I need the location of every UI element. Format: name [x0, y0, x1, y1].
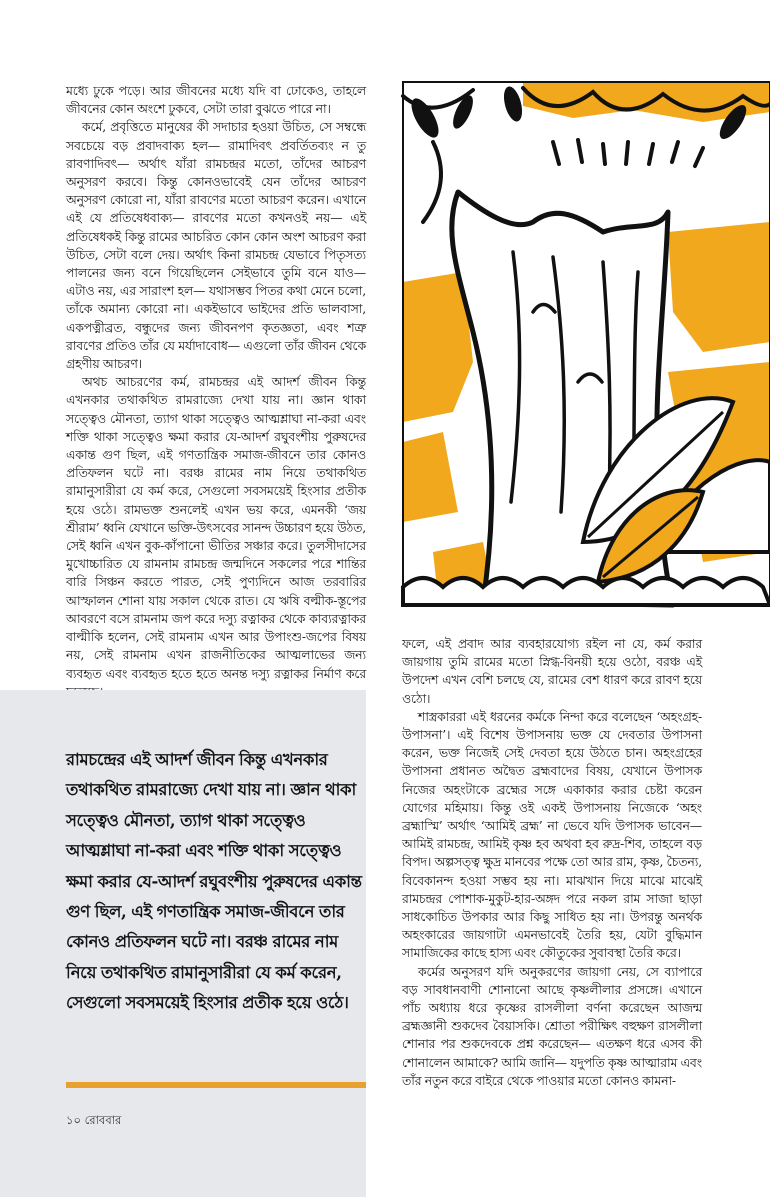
tree-illustration: [403, 82, 770, 605]
article-right-column: [402, 635, 702, 1088]
paragraph: শাস্ত্রকাররা এই ধরনের কর্মকে নিন্দা করে বলেছেন ‘অহংগ্রহ-উপাসনা’। এই বিশেষ উপাসনায় ভক্ত যে দেবতার উপাসনা করেন, ভক্ত নিজেই সেই দেবতা হয়ে উঠতে চান। অহংগ্রহের উপাসনা প্রধানত অদ্বৈত ব্রহ্মবাদের বিষয়, যেখানে উপাসক নিজের অহংটাকে ব্রহ্মের সঙ্গে একাকার করার চেষ্টা করেন যোগের মহিমায়। কিন্তু ওই একই উপাসনায় নিজেকে ‘অহং ব্রহ্মাস্মি’ অর্থাৎ ‘আমিই ব্রহ্ম’ না ভেবে যদি উপাসক ভাবেন— আমিই রামচন্দ্র, আমিই কৃষ্ণ হব অথবা হব রুদ্র-শিব, তাহলে বড় বিপদ। অল্পসত্ত্ব ক্ষুদ্র মানবের পক্ষে তো আর রাম, কৃষ্ণ, চৈতন্য, বিবেকানন্দ হওয়া সম্ভব হয় না। মাঝখান দিয়ে মাঝে মাঝেই রামচন্দ্রর পোশাক-মুকুট-হার-অঙ্গদ পরে নকল রাম সাজা ছাড়া সাধকোচিত উপকার আর কিছু সাধিত হয় না। উপরন্তু অনর্থক অহংকারের জায়গাটা এমনভাবেই তৈরি হয়, যেটা বুদ্ধিমান সামাজিকের কাছে হাস্য এবং কৌতুকের সুবাবস্থা তৈরি করে।: [402, 708, 702, 961]
paragraph: কর্মে, প্রবৃত্তিতে মানুষের কী সদাচার হওয়া উচিত, সে সম্বন্ধে সবচেয়ে বড় প্রবাদবাক্য হল— রামাদিবৎ প্রবর্তিতব্যং ন তু রাবণাদিবৎ— অর্থাৎ যাঁরা রামচন্দ্রর মতো, তাঁদের আচরণ অনুসরণ করবে। কিন্তু কোনওভাবেই যেন তাঁদের আচরণ অনুসরণ কোরো না, যাঁরা রাবণের মতো আচরণ করেন। এখানে এই যে প্রতিষেধবাক্য— রাবণের মতো কখনওই নয়— এই প্রতিষেধকই কিন্তু রামের আচরিত কোন কোন অংশ আচরণ করা উচিত, সেটা বলে দেয়। অর্থাৎ কিনা রামচন্দ্র যেভাবে পিতৃসত্য পালনের জন্য বনে গিয়েছিলেন সেইভাবে তুমি বনে যাও— এটাও নয়, এর সারাংশ হল— যথাসম্ভব পিতর কথা মেনে চলো, তাঁকে অমান্য কোরো না। একইভাবে ভাইদের প্রতি ভালবাসা, একপত্নীব্রত, বন্ধুদের জন্য জীবনপণ কৃতজ্ঞতা, এবং শত্রু রাবণের প্রতিও তাঁর যে মর্যাদাবোধ— এগুলো তাঁর জীবন থেকে গ্রহণীয় আচরণ।: [66, 119, 366, 372]
paragraph: অথচ আচরণের কর্ম, রামচন্দ্রর এই আদর্শ জীবন কিন্তু এখনকার তথাকথিত রামরাজ্যে দেখা যায় না। জ্ঞান থাকা সত্ত্বেও মৌনতা, ত্যাগ থাকা সত্ত্বেও আত্মশ্লাঘা না-করা এবং শক্তি থাকা সত্ত্বেও ক্ষমা করার যে-আদর্শ রঘুবংশীয় পুরুষদের একান্ত গুণ ছিল, এই গণতান্ত্রিক সমাজ-জীবনে তার কোনও প্রতিফলন ঘটে না। বরঞ্চ রামের নাম নিয়ে তথাকথিত রামানুসারীরা যে কর্ম করে, সেগুলো সবসময়েই হিংসার প্রতীক হয়ে ওঠে। রামভক্ত শুনলেই এখন ভয় করে, এমনকী ‘জয় শ্রীরাম’ ধ্বনি যেখানে ভক্তি-উৎসবের সানন্দ উচ্চারণ হয়ে উঠত, সেই ধ্বনি এখন বুক-কাঁপানো ভীতির সঞ্চার করে। তুলসীদাসের মুখোচ্চারিত যে রামনাম রামচন্দ্র জন্মদিনে সকলের পরে শান্তির বারি সিঞ্চন করতে পারত, সেই পুণ্যদিনে আজ তরবারির আস্ফালন শোনা যায় সকাল থেকে রাত। যে ঋষি বল্মীক-স্তূপের আবরণে বসে রামনাম জপ করে দস্যু রত্নাকর থেকে কাব্যরত্নাকর বাল্মীকি হলেন, সেই রামনাম এখন আর উপাংশু-জপের বিষয় নয়, সেই রামনাম এখন রাজনীতিকের আত্মলাভের জন্য ব্যবহৃত এবং ব্যবহৃত হতে হতে অনন্ত দস্যু রত্নাকর নির্মাণ করে: [66, 374, 366, 681]
page-folio: ১০ রোববার: [66, 1113, 122, 1127]
paragraph: ফলে, এই প্রবাদ আর ব্যবহারযোগ্য রইল না যে, কর্ম করার জায়গায় তুমি রামের মতো স্নিগ্ধ-বিনয়ী হয়ে ওঠো, বরঞ্চ এই উপদেশ এখন বেশি চলছে যে, রামের বেশ ধারণ করে রাবণ হয়ে ওঠো।: [402, 636, 702, 706]
accent-divider: [66, 1082, 366, 1088]
paragraph: কর্মের অনুসরণ যদি অনুকরণের জায়গা নেয়, সে ব্যাপারে বড় সাবধানবাণী শোনানো আছে কৃষ্ণলীলার প্রসঙ্গে। এখানে পাঁচ অধ্যায় ধরে কৃষ্ণের রাসলীলা বর্ণনা করেছেন আজন্ম ব্রহ্মজ্ঞানী শুকদেব বৈয়াসকি। শ্রোতা পরীক্ষিৎ বহুক্ষণ রাসলীলা শোনার পর শুকদেবকে প্রশ্ন করেছেন— এতক্ষণ ধরে এসব কী শোনালেন আমাকে? আমি জানি— যদুপতি কৃষ্ণ আত্মারাম এবং তাঁর নতুন করে বাইরে থেকে পাওয়ার মতো কোনও কামনা-: [402, 963, 702, 1088]
pull-quote: রামচন্দ্রের এই আদর্শ জীবন কিন্তু এখনকার তথাকথিত রামরাজ্যে দেখা যায় না। জ্ঞান থাকা সত্ত্বেও মৌনতা, ত্যাগ থাকা সত্ত্বেও আত্মশ্লাঘা না-করা এবং শক্তি থাকা সত্ত্বেও ক্ষমা করার যে-আদর্শ রঘুবংশীয় পুরুষদের একান্ত গুণ ছিল, এই গণতান্ত্রিক সমাজ-জীবনে তার কোনও প্রতিফলন ঘটে না। বরঞ্চ রামের নাম নিয়ে তথাকথিত রামানুসারীরা যে কর্ম করেন, সেগুলো সবসময়েই হিংসার প্রতীক হয়ে ওঠে।: [66, 750, 362, 1013]
paragraph: মধ্যে ঢুকে পড়ে। আর জীবনের মধ্যে যদি বা ঢোকেও, তাহলে জীবনের কোন অংশে ঢুকবে, সেটা তারা বুঝতে পারে না।: [66, 83, 366, 117]
article-left-column: [66, 82, 366, 681]
